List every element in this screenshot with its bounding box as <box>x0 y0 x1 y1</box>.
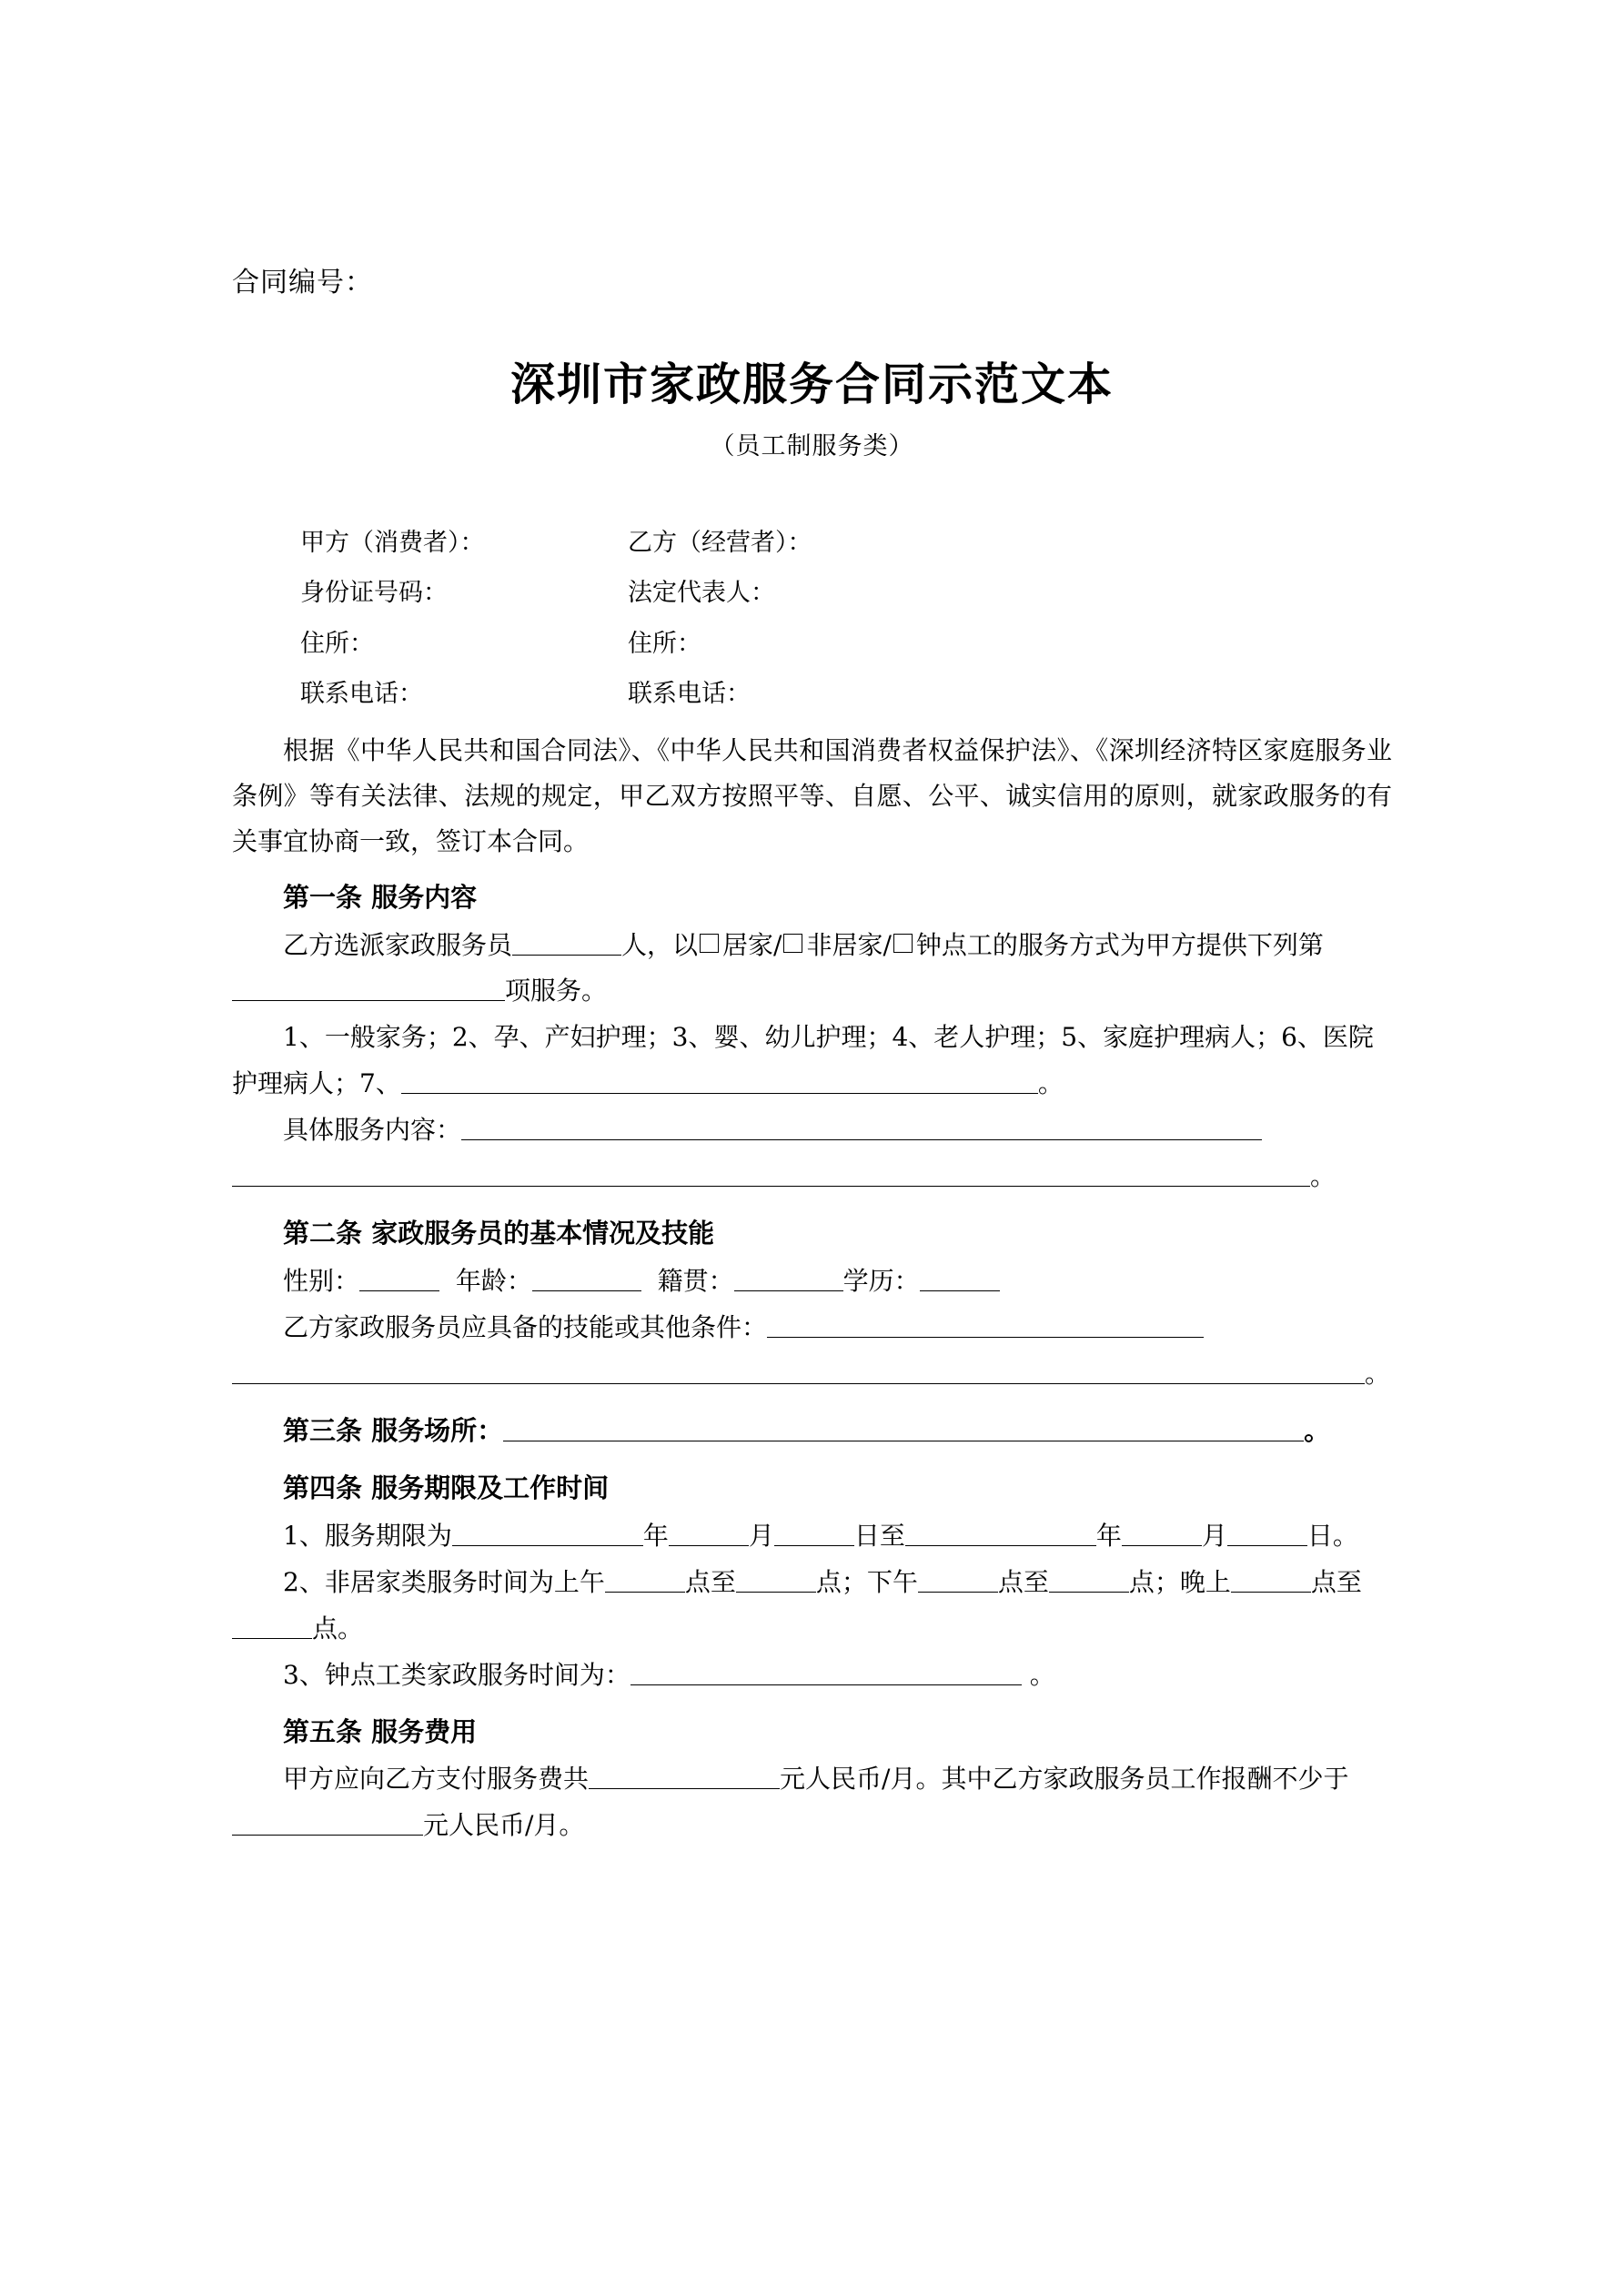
clause-1-paragraph-2 <box>232 1015 1392 1108</box>
party-b-label: 法定代表人： <box>628 579 775 608</box>
label-native-place: 籍贯： <box>657 1265 734 1296</box>
clause-4-hours-a: 2、非居家类服务时间为上午 <box>283 1566 605 1597</box>
blank-afternoon-from[interactable] <box>918 1592 998 1593</box>
party-a-label: 身份证号码： <box>300 579 448 608</box>
clause-1-detail-label: 具体服务内容： <box>283 1115 462 1146</box>
blank-morning-to[interactable] <box>736 1592 816 1593</box>
blank-start-month[interactable] <box>669 1545 749 1546</box>
clause-4-term-g: 日。 <box>1306 1521 1358 1551</box>
clause-4-hours-f: 点至 <box>1310 1566 1362 1597</box>
party-b-label: 联系电话： <box>628 680 751 709</box>
party-a-label: 甲方（消费者）： <box>300 529 485 557</box>
clause-4-line-2 <box>232 1560 1392 1653</box>
clause-5-fee-c: 元人民币/月。 <box>423 1810 585 1841</box>
clause-1-service-list: 1、一般家务；2、孕、产妇护理；3、婴、幼儿护理；4、老人护理；5、家庭护理病人；6、医院护理病人；7、 <box>232 1022 1374 1099</box>
party-row <box>300 568 1392 618</box>
party-a-label: 住所： <box>300 629 374 658</box>
blank-hourly-schedule[interactable] <box>630 1684 1022 1685</box>
blank-evening-from[interactable] <box>1231 1592 1311 1593</box>
blank-start-year[interactable] <box>452 1545 643 1546</box>
clause-4-term-a: 1、服务期限为 <box>283 1521 452 1551</box>
clause-1-paragraph-3 <box>232 1108 1392 1154</box>
blank-service-detail-line2[interactable] <box>232 1186 1310 1187</box>
blank-age[interactable] <box>532 1290 641 1291</box>
clause-4-hours-g: 点。 <box>312 1613 364 1644</box>
blank-staff-count[interactable] <box>512 955 621 956</box>
clause-3-heading <box>232 1407 1392 1456</box>
blank-afternoon-to[interactable] <box>1049 1592 1129 1593</box>
clause-2-skill-period: 。 <box>1365 1358 1391 1389</box>
clause-1-paragraph-1 <box>232 923 1392 1016</box>
clause-4-hours-b: 点至 <box>684 1566 736 1597</box>
party-row <box>300 619 1392 669</box>
blank-skills-line1[interactable] <box>767 1337 1204 1338</box>
clause-4-hourly-b: 。 <box>1029 1659 1055 1690</box>
checkbox-non-live-in[interactable] <box>783 934 802 953</box>
clause-4-term-b: 年 <box>642 1521 669 1551</box>
party-row <box>300 518 1392 568</box>
clause-5-fee-a: 甲方应向乙方支付服务费共 <box>283 1764 590 1795</box>
clause-1-text-b: 人，以 <box>621 929 699 960</box>
clause-4-hours-c: 点；下午 <box>815 1566 918 1597</box>
blank-service-item-number[interactable] <box>232 1000 505 1001</box>
blank-service-other[interactable] <box>401 1093 1038 1094</box>
party-b-label: 住所： <box>628 629 701 658</box>
party-a-label: 联系电话： <box>300 680 423 709</box>
blank-total-fee[interactable] <box>589 1788 780 1789</box>
clause-4-hours-d: 点至 <box>997 1566 1049 1597</box>
blank-skills-line2[interactable] <box>232 1383 1365 1384</box>
parties-block <box>232 518 1392 719</box>
blank-start-day[interactable] <box>774 1545 854 1546</box>
clause-4-term-e: 年 <box>1095 1521 1122 1551</box>
blank-end-day[interactable] <box>1227 1545 1307 1546</box>
blank-sex[interactable] <box>359 1290 439 1291</box>
clause-4-term-d: 日至 <box>853 1521 905 1551</box>
clause-1-option-2: 非居家/ <box>806 929 892 960</box>
clause-3-period: 。 <box>1304 1414 1331 1446</box>
party-b-label: 乙方（经营者）： <box>628 529 812 557</box>
clause-2-skill-label: 乙方家政服务员应具备的技能或其他条件： <box>283 1311 768 1342</box>
label-education: 学历： <box>842 1265 920 1296</box>
blank-evening-to[interactable] <box>232 1638 312 1639</box>
blank-service-detail-line1[interactable] <box>461 1139 1262 1140</box>
clause-1-text-a: 乙方选派家政服务员 <box>283 929 513 960</box>
clause-5-fee-b: 元人民币/月。其中乙方家政服务员工作报酬不少于 <box>780 1764 1349 1795</box>
clause-1-paragraph-3-cont <box>232 1154 1392 1200</box>
checkbox-hourly[interactable] <box>893 934 913 953</box>
clause-5-heading: 第五条 服务费用 <box>283 1715 478 1747</box>
clause-4-heading: 第四条 服务期限及工作时间 <box>283 1472 610 1504</box>
clause-4-line-1 <box>232 1513 1392 1560</box>
preamble-paragraph: 根据《中华人民共和国合同法》、《中华人民共和国消费者权益保护法》、《深圳经济特区家庭服务业条例》等有关法律、法规的规定，甲乙双方按照平等、自愿、公平、诚实信用的原则，就家政服务的有关事宜协商一致，签订本合同。 <box>232 735 1392 857</box>
clause-2-skills <box>232 1305 1392 1351</box>
clause-1-period: 。 <box>1037 1068 1064 1099</box>
clause-4-term-f: 月 <box>1201 1521 1227 1551</box>
clause-1-detail-period: 。 <box>1310 1161 1337 1192</box>
contract-number-label: 合同编号： <box>232 267 373 298</box>
clause-5-line-1 <box>232 1756 1392 1849</box>
page-title: 深圳市家政服务合同示范文本 <box>509 358 1114 410</box>
blank-morning-from[interactable] <box>605 1592 685 1593</box>
label-sex: 性别： <box>283 1265 360 1296</box>
clause-1-text-c: 项服务。 <box>505 976 608 1006</box>
blank-native-place[interactable] <box>734 1290 843 1291</box>
blank-education[interactable] <box>920 1290 1000 1291</box>
clause-1-option-3: 钟点工的服务方式为甲方提供下列第 <box>915 929 1324 960</box>
clause-4-hourly-a: 3、钟点工类家政服务时间为： <box>283 1659 630 1690</box>
clause-2-heading: 第二条 家政服务员的基本情况及技能 <box>283 1218 715 1249</box>
blank-end-month[interactable] <box>1122 1545 1202 1546</box>
blank-end-year[interactable] <box>905 1545 1096 1546</box>
blank-staff-salary[interactable] <box>232 1835 423 1836</box>
clause-4-hours-e: 点；晚上 <box>1128 1566 1231 1597</box>
label-age: 年龄： <box>455 1265 532 1296</box>
clause-4-term-c: 月 <box>748 1521 774 1551</box>
clause-1-heading: 第一条 服务内容 <box>283 881 478 913</box>
page-subtitle: （员工制服务类） <box>710 432 914 460</box>
clause-3-label: 第三条 服务场所： <box>283 1414 504 1446</box>
clause-1-option-1: 居家/ <box>722 929 782 960</box>
clause-2-basic-info <box>232 1259 1392 1305</box>
party-row <box>300 669 1392 719</box>
checkbox-live-in[interactable] <box>700 934 719 953</box>
clause-4-line-3 <box>232 1653 1392 1699</box>
clause-2-skills-cont <box>232 1351 1392 1398</box>
